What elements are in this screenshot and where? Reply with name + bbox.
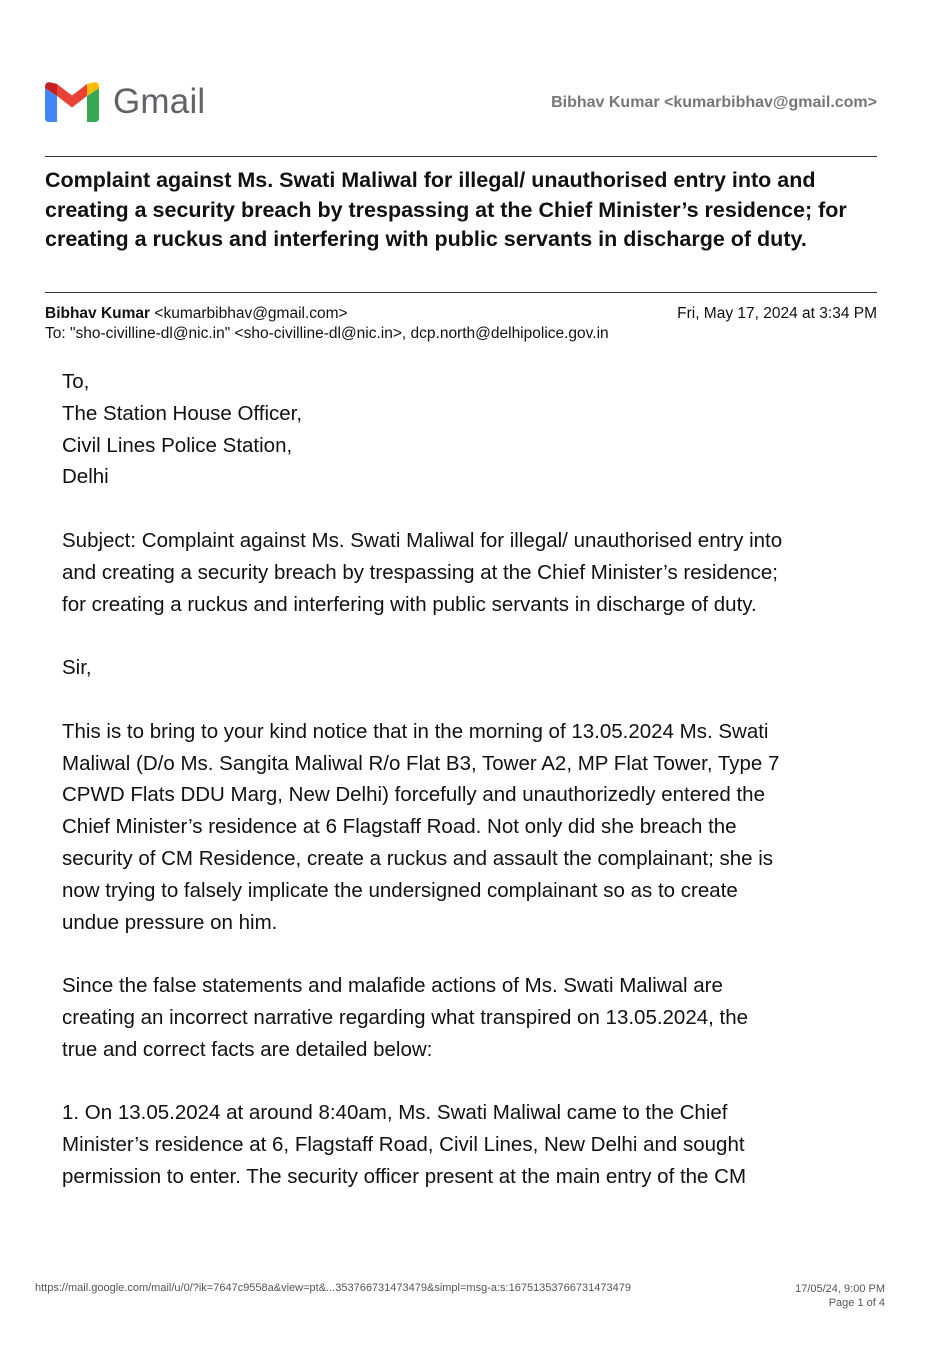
recipients: To: "sho-civilline-dl@nic.in" <sho-civilline-dl@nic.in>, dcp.north@delhipolice.gov.in xyxy=(45,325,609,342)
email-body xyxy=(62,366,872,1193)
sender-email: <kumarbibhav@gmail.com> xyxy=(154,305,348,322)
address-line: Delhi xyxy=(62,465,109,489)
footer-right xyxy=(795,1282,885,1310)
salutation xyxy=(62,652,872,684)
text-line: Chief Minister’s residence at 6 Flagstaff Road. Not only did she breach the xyxy=(62,815,737,839)
text-line: permission to enter. The security officer present at the main entry of the CM xyxy=(62,1164,747,1188)
gmail-m-icon xyxy=(45,82,99,122)
text-line: Maliwal (D/o Ms. Sangita Maliwal R/o Flat B3, Tower A2, MP Flat Tower, Type 7 xyxy=(62,751,780,775)
text-line: and creating a security breach by trespassing at the Chief Minister’s residence; xyxy=(62,560,778,584)
email-subject: Complaint against Ms. Swati Maliwal for illegal/ unauthorised entry into and creating a security breach by trespassing at the Chief Minister’s residence; for creating a ruckus and interfering with public servants in discharge of duty. xyxy=(45,168,847,251)
divider-top xyxy=(45,156,877,157)
text-line: undue pressure on him. xyxy=(62,910,278,934)
page-number: Page 1 of 4 xyxy=(828,1297,885,1309)
text-line: Sir, xyxy=(62,656,92,680)
text-line: security of CM Residence, create a ruckus and assault the complainant; she is xyxy=(62,846,774,870)
address-block xyxy=(62,366,872,493)
address-line: To, xyxy=(62,370,90,393)
text-line: now trying to falsely implicate the undersigned complainant so as to create xyxy=(62,878,738,902)
divider-bottom xyxy=(45,292,877,293)
text-line: true and correct facts are detailed below: xyxy=(62,1037,433,1061)
text-line: for creating a ruckus and interfering with public servants in discharge of duty. xyxy=(62,592,757,616)
text-line: Minister’s residence at 6, Flagstaff Road, Civil Lines, New Delhi and sought xyxy=(62,1133,745,1157)
sender-name: Bibhav Kumar xyxy=(45,305,151,322)
sent-date: Fri, May 17, 2024 at 3:34 PM xyxy=(677,305,877,322)
text-line: Since the false statements and malafide actions of Ms. Swati Maliwal are xyxy=(62,974,723,998)
text-line: creating an incorrect narrative regarding what transpired on 13.05.2024, the xyxy=(62,1005,749,1029)
paragraph-2 xyxy=(62,970,872,1065)
gmail-wordmark: Gmail xyxy=(113,82,206,121)
point-1 xyxy=(62,1097,872,1192)
text-line: This is to bring to your kind notice that in the morning of 13.05.2024 Ms. Swati xyxy=(62,719,769,743)
sender xyxy=(45,304,348,324)
text-line: CPWD Flats DDU Marg, New Delhi) forcefully and unauthorizedly entered the xyxy=(62,783,765,807)
text-line: Subject: Complaint against Ms. Swati Maliwal for illegal/ unauthorised entry into xyxy=(62,528,783,552)
text-line: 1. On 13.05.2024 at around 8:40am, Ms. Swati Maliwal came to the Chief xyxy=(62,1101,728,1125)
recipients-row xyxy=(45,324,877,344)
print-header xyxy=(45,82,877,126)
sender-row xyxy=(45,304,877,324)
address-line: The Station House Officer, xyxy=(62,401,303,425)
page-url: https://mail.google.com/mail/u/0/?ik=7647c9558a&view=pt&...353766731473479&simpl=msg-a:s:16751353766731473479 xyxy=(35,1282,631,1294)
account-name: Bibhav Kumar <kumarbibhav@gmail.com> xyxy=(551,94,877,111)
email-meta xyxy=(45,304,877,344)
address-line: Civil Lines Police Station, xyxy=(62,433,293,457)
gmail-logo xyxy=(45,82,205,122)
print-timestamp: 17/05/24, 9:00 PM xyxy=(795,1283,885,1295)
paragraph-1 xyxy=(62,716,872,939)
subject-paragraph xyxy=(62,525,872,620)
